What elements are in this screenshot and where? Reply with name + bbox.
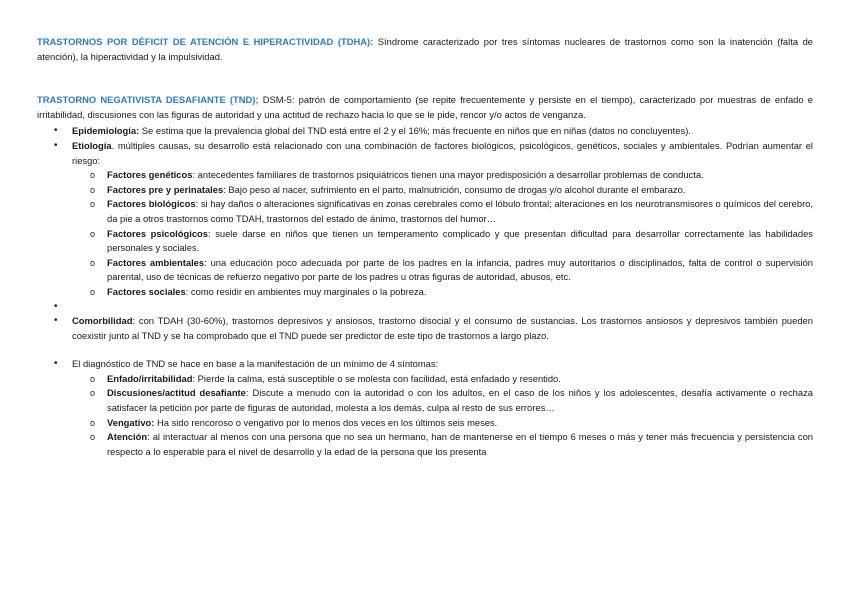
symptom-text: : al interactuar al menos con una persona que no sea un hermano, han de mantenerse en el tiempo 6 meses o más y tener más frecuencia y persistencia con respecto a lo esperable para el nivel de desarrollo y la edad de la persona que los presenta (107, 431, 813, 457)
factor-text: : si hay daños o alteraciones significativas en zonas cerebrales como el lóbulo frontal; alteraciones en los neurotransmisores o químicos del cerebro, da pie a otros trastornos como TDAH, trastornos del estado de ánimo, trastornos del humor… (107, 198, 814, 224)
document-page (37, 35, 813, 459)
factor-label: Factores ambientales (107, 256, 205, 268)
symptom-item (72, 416, 813, 431)
tnd-paragraph (37, 93, 813, 122)
symptom-item (72, 386, 813, 415)
symptom-label: Enfado/irritabilidad (107, 372, 193, 384)
factor-text: : como residir en ambientes muy marginales o la pobreza. (185, 285, 427, 297)
symptom-label: Atención (107, 431, 148, 443)
symptom-label: Vengativo: (107, 416, 155, 428)
factor-text: : antecedentes familiares de trastornos psiquiátricos tienen una mayor predisposición a desarrollar problemas de conducta. (192, 169, 704, 181)
list-item-comorbidity (37, 314, 813, 343)
bullet-label: Etiología (72, 139, 112, 151)
factor-text: : Bajo peso al nacer, sufrimiento en el parto, malnutrición, consumo de drogas y/o alcohol durante el embarazo. (223, 183, 686, 195)
diagnosis-list (37, 357, 813, 459)
symptom-item (72, 430, 813, 459)
empty-list-item (37, 300, 813, 315)
bullet-text: . múltiples causas, su desarrollo está relacionado con una combinación de factores biológicos, psicológicos, genéticos, sociales y ambientales. Podrían aumentar el riesgo: (72, 139, 813, 166)
symptom-text: : Discute a menudo con la autoridad o con los adultos, en el caso de los niños y los adolescentes, desafía activamente o rechaza satisfacer la petición por parte de figuras de autoridad, molesta a los demás, culpa al resto de sus errores… (107, 387, 813, 414)
factor-label: Factores psicológicos (107, 227, 208, 239)
symptom-text: : Pierde la calma, está susceptible o se molesta con facilidad, está enfadado y resentido. (192, 372, 561, 384)
symptom-item (72, 372, 813, 387)
factor-item (72, 168, 813, 183)
symptom-text: Ha sido rencoroso o vengativo por lo menos dos veces en los últimos seis meses. (154, 416, 498, 428)
factor-label: Factores genéticos (107, 169, 193, 181)
symptoms-list (72, 372, 813, 460)
factor-label: Factores pre y perinatales (107, 183, 224, 195)
bullet-label: Comorbilidad (72, 315, 133, 327)
factor-item (72, 183, 813, 198)
symptom-label: Discusiones/actitud desafiante (107, 387, 246, 399)
tdah-heading: TRASTORNOS POR DÉFICIT DE ATENCIÓN E HIPERACTIVIDAD (TDHA): (37, 36, 374, 47)
bullet-label: Epidemiología: (72, 125, 140, 137)
bullet-text: : con TDAH (30-60%), trastornos depresivos y ansiosos, trastorno disocial y el consumo de sustancias. Los trastornos ansiosos y depresivos también pueden coexistir junto al TND y se ha comprobado que el TND puede ser predictor de este tipo de trastornos a largo plazo. (72, 315, 813, 341)
tdah-text: Síndrome caracterizado por tres síntomas nucleares de trastornos como son la inatención (falta de atención), la hiperactividad y la impulsividad. (37, 36, 813, 62)
factor-label: Factores biológicos (107, 198, 196, 210)
factors-list (72, 168, 813, 299)
tdah-paragraph (37, 35, 813, 64)
factor-item (72, 285, 813, 300)
bullet-text: Se estima que la prevalencia global del TND está entre el 2 y el 16%; más frecuente en niños que en niñas (datos no concluyentes). (139, 125, 691, 137)
diagnosis-text: El diagnóstico de TND se hace en base a la manifestación de un mínimo de 4 síntomas: (72, 358, 439, 370)
factor-item (72, 227, 813, 256)
factor-item (72, 197, 813, 226)
list-item-diagnosis (37, 357, 813, 459)
factor-text: : una educación poco adecuada por parte de los padres en la infancia, padres muy autoritarios o disciplinados, falta de control o supervisión parental, uso de técnicas de refuerzo negativo por parte de los padres u otras figuras de autoridad, abusos, etc. (107, 256, 813, 283)
factor-text: : suele darse en niños que tienen un temperamento complicado y que presentan dificultad para desarrollar correctamente las habilidades personales y sociales. (107, 227, 813, 254)
list-item-etiology (37, 139, 813, 300)
factor-label: Factores sociales (107, 285, 186, 297)
factor-item (72, 256, 813, 285)
tnd-text: DSM-5: patrón de comportamiento (se repite frecuentemente y persiste en el tiempo), caracterizado por muestras de enfado e irritabilidad, discusiones con las figuras de autoridad y una actitud de rechazo hacia lo que se le pide, rencor y/o actos de venganza. (37, 94, 813, 120)
tnd-heading: TRASTORNO NEGATIVISTA DESAFIANTE (TND); (37, 94, 259, 106)
list-item-epidemiology (37, 124, 813, 139)
tnd-bullet-list (37, 124, 813, 343)
